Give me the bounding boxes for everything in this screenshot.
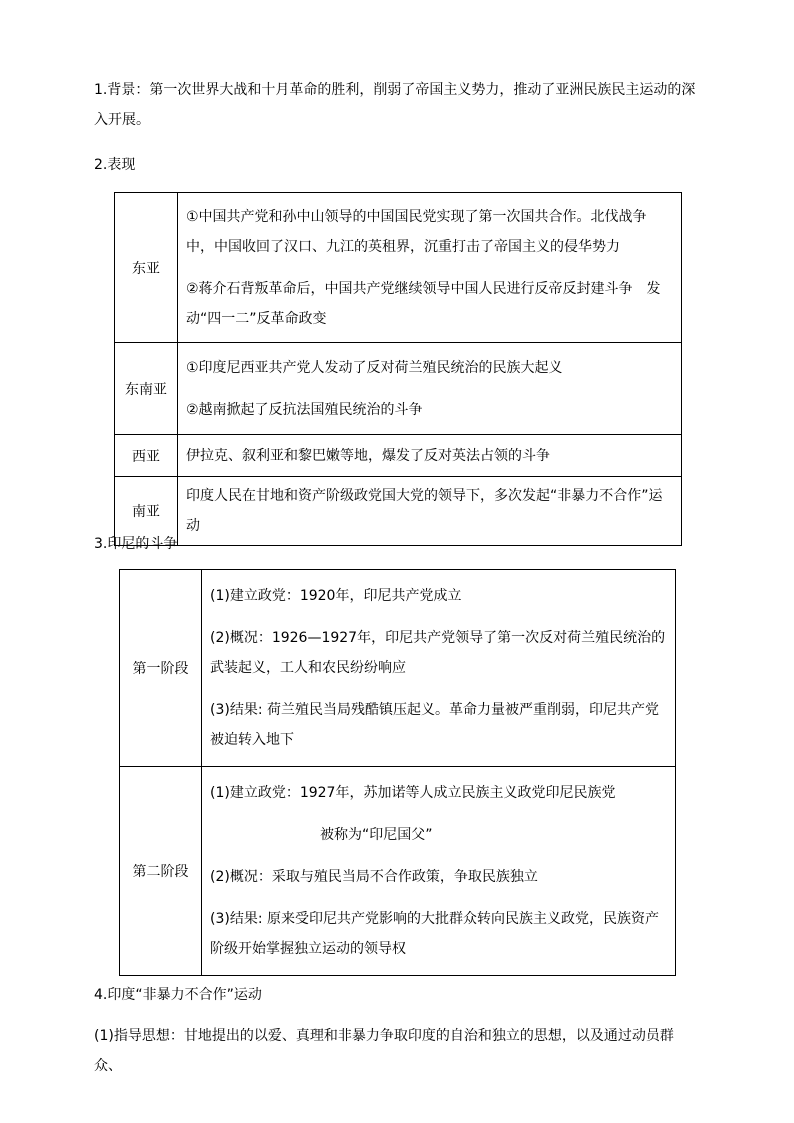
stage-content bbox=[202, 570, 676, 767]
stage-content bbox=[202, 767, 676, 976]
stage-item: 被称为“印尼国父” bbox=[320, 827, 433, 843]
table-row bbox=[120, 767, 676, 976]
region-item: ①中国共产党和孙中山领导的中国国民党实现了第一次国共合作。北伐战争中，中国收回了汉口、九江的英租界，沉重打击了帝国主义的侵华势力 bbox=[186, 208, 647, 255]
stage-label: 第一阶段 bbox=[120, 570, 202, 767]
region-label: 西亚 bbox=[115, 435, 178, 477]
region-label: 东南亚 bbox=[115, 343, 178, 435]
background-paragraph: 1.背景：第一次世界大战和十月革命的胜利，削弱了帝国主义势力，推动了亚洲民族民主运动的深入开展。 bbox=[94, 82, 696, 128]
region-item: 伊拉克、叙利亚和黎巴嫩等地，爆发了反对英法占领的斗争 bbox=[186, 447, 550, 464]
section-heading-indonesia: 3.印尼的斗争 bbox=[94, 536, 178, 552]
indonesia-struggle-table bbox=[119, 569, 676, 976]
region-item: 印度人民在甘地和资产阶级政党国大党的领导下，多次发起“非暴力不合作”运动 bbox=[186, 488, 663, 534]
section-heading-india: 4.印度“非暴力不合作”运动 bbox=[94, 987, 262, 1003]
region-label: 东亚 bbox=[115, 193, 178, 343]
stage-item: (1)建立政党：1920年，印尼共产党成立 bbox=[210, 588, 462, 604]
table-row bbox=[120, 570, 676, 767]
guiding-ideology-paragraph: (1)指导思想：甘地提出的以爱、真理和非暴力争取印度的自治和独立的思想，以及通过动员群众、 bbox=[94, 1028, 674, 1074]
stage-item: (1)建立政党：1927年，苏加诺等人成立民族主义政党印尼民族党 bbox=[210, 785, 616, 801]
section-heading-performance: 2.表现 bbox=[94, 157, 136, 173]
region-content bbox=[178, 477, 682, 546]
region-content bbox=[178, 343, 682, 435]
table-row bbox=[115, 193, 682, 343]
region-content bbox=[178, 435, 682, 477]
stage-label: 第二阶段 bbox=[120, 767, 202, 976]
region-item: ①印度尼西亚共产党人发动了反对荷兰殖民统治的民族大起义 bbox=[186, 359, 563, 376]
region-item: ②蒋介石背叛革命后，中国共产党继续领导中国人民进行反帝反封建斗争 发动“四一二”反革命政变 bbox=[186, 280, 661, 327]
stage-item: (2)概况：采取与殖民当局不合作政策，争取民族独立 bbox=[210, 869, 538, 885]
region-content bbox=[178, 193, 682, 343]
table-row bbox=[115, 477, 682, 546]
asia-movements-table bbox=[114, 192, 682, 546]
region-label: 南亚 bbox=[115, 477, 178, 546]
stage-item: (3)结果: 荷兰殖民当局残酷镇压起义。革命力量被严重削弱，印尼共产党被迫转入地下 bbox=[210, 702, 659, 748]
stage-item: (3)结果: 原来受印尼共产党影响的大批群众转向民族主义政党，民族资产阶级开始掌握独立运动的领导权 bbox=[210, 911, 659, 957]
stage-item: (2)概况：1926—1927年，印尼共产党领导了第一次反对荷兰殖民统治的武装起义，工人和农民纷纷响应 bbox=[210, 630, 666, 676]
table-row bbox=[115, 435, 682, 477]
table-row bbox=[115, 343, 682, 435]
region-item: ②越南掀起了反抗法国殖民统治的斗争 bbox=[186, 401, 423, 418]
